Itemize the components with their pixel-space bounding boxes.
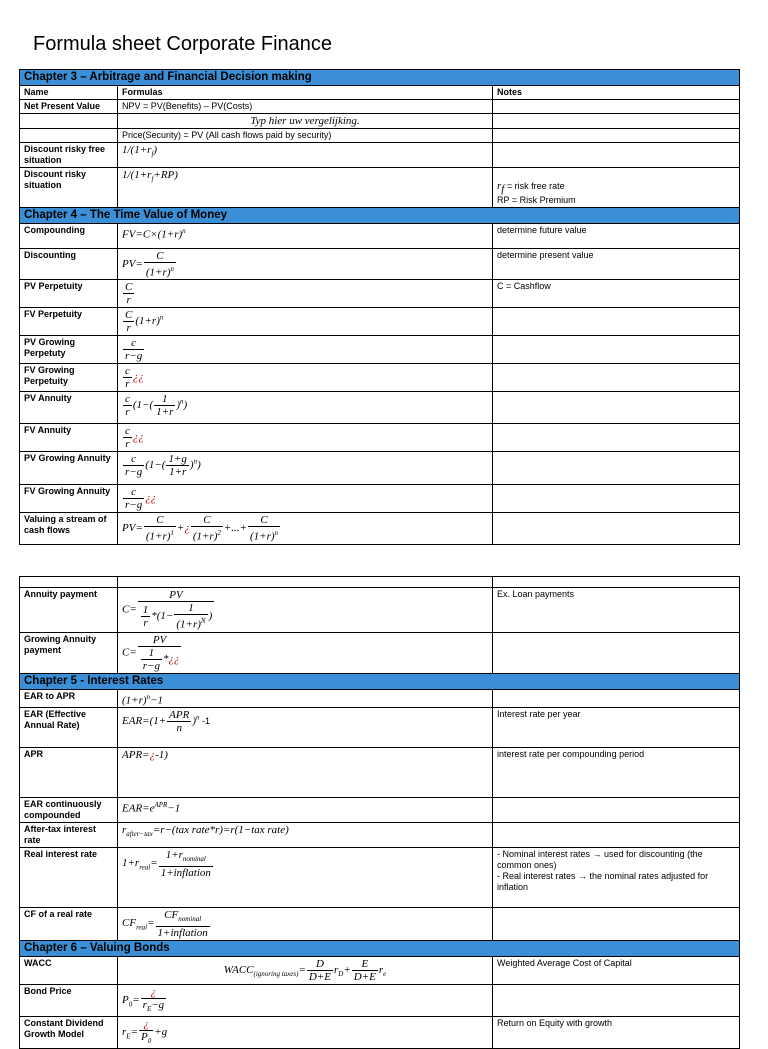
header-notes: Notes <box>493 86 740 100</box>
table-row <box>20 984 740 1016</box>
formula-fv-perpetuity: $\frac{C}{r}$ $(1+r)^n$ <box>118 308 493 336</box>
row-name <box>20 129 118 143</box>
row-name: Bond Price <box>20 984 118 1016</box>
chapter-5-title: Chapter 5 - Interest Rates <box>20 673 740 689</box>
row-notes <box>493 424 740 452</box>
table-row <box>20 336 740 364</box>
table-row <box>20 689 740 708</box>
equation-placeholder: Typ hier uw vergelijking. <box>118 114 493 129</box>
row-name: Net Present Value <box>20 100 118 114</box>
formula-fv-growing-annuity: $\frac{c}{r-g}$ ¿¿ <box>118 485 493 513</box>
row-notes <box>493 308 740 336</box>
chapter-3-header <box>20 70 740 86</box>
row-notes: interest rate per compounding period <box>493 748 740 798</box>
table-row <box>20 248 740 280</box>
row-notes <box>493 689 740 708</box>
row-formula <box>118 577 493 588</box>
formula-after-tax: $r_{after-tax}=r-(tax$ rate*r)=r(1−tax rate) <box>118 823 493 848</box>
formula-discounting: PV= $\frac{C}{(1+r)^n}$ <box>118 248 493 280</box>
row-formula: $1/(1+r_f)$ <box>118 143 493 168</box>
row-name: Discount risky situation <box>20 168 118 208</box>
row-notes <box>493 392 740 424</box>
table-row <box>20 632 740 673</box>
column-header-row <box>20 86 740 100</box>
row-name: PV Growing Annuity <box>20 452 118 485</box>
row-name: FV Perpetuity <box>20 308 118 336</box>
row-name: EAR to APR <box>20 689 118 708</box>
row-name: Growing Annuity payment <box>20 632 118 673</box>
row-name: PV Perpetuity <box>20 280 118 308</box>
formula-annuity-payment: C= PV $\frac{1}{r}$ *(1− $\frac{1}{(1+r)^N}$ ) <box>118 588 493 633</box>
row-name <box>20 114 118 129</box>
row-notes <box>493 632 740 673</box>
table-row <box>20 708 740 748</box>
table-row <box>20 848 740 908</box>
row-notes <box>493 364 740 392</box>
row-notes <box>493 129 740 143</box>
row-notes <box>493 577 740 588</box>
row-notes: Interest rate per year <box>493 708 740 748</box>
table-row <box>20 577 740 588</box>
row-notes <box>493 823 740 848</box>
table-row <box>20 392 740 424</box>
row-name: EAR continuously compounded <box>20 798 118 823</box>
row-formula: Price(Security) = PV (All cash flows paid by security) <box>118 129 493 143</box>
header-formulas: Formulas <box>118 86 493 100</box>
table-row <box>20 485 740 513</box>
row-name: Valuing a stream of cash flows <box>20 513 118 545</box>
row-notes: Ex. Loan payments <box>493 588 740 633</box>
table-row <box>20 956 740 984</box>
formula-real-rate: $1+r_{real}=$ $\frac{1+r_{nominal}}{\text{1+inflation}}$ <box>118 848 493 908</box>
row-notes <box>493 798 740 823</box>
row-notes: Weighted Average Cost of Capital <box>493 956 740 984</box>
row-name: FV Annuity <box>20 424 118 452</box>
table-row <box>20 143 740 168</box>
row-name: WACC <box>20 956 118 984</box>
table-row <box>20 798 740 823</box>
formula-pv-growing-perpetuity: $\frac{c}{r-g}$ <box>118 336 493 364</box>
formula-cdgm: $r_E=$ $\frac{¿}{P_0}$ +g <box>118 1016 493 1048</box>
row-name: Compounding <box>20 223 118 248</box>
row-notes <box>493 452 740 485</box>
formula-fv-growing-perpetuity: $\frac{c}{r}$ ¿¿ <box>118 364 493 392</box>
chapter-4-title: Chapter 4 – The Time Value of Money <box>20 207 740 223</box>
row-name: APR <box>20 748 118 798</box>
formula-ear-continuous: $EAR=e^{APR}-1$ <box>118 798 493 823</box>
formula-cf-real: $CF_{real}=$ $\frac{CF_{nominal}}{\text{1+inflation}}$ <box>118 908 493 940</box>
formula-ear: EAR=(1+ $\frac{\text{APR}}{n}$ )$^n$ -1 <box>118 708 493 748</box>
formula-growing-annuity-payment: C= PV $\frac{1}{r-g}$ *¿¿ <box>118 632 493 673</box>
row-notes <box>493 984 740 1016</box>
formula-pv-perpetuity: $\frac{C}{r}$ <box>118 280 493 308</box>
row-notes: C = Cashflow <box>493 280 740 308</box>
chapter-6-header <box>20 940 740 956</box>
table-row <box>20 114 740 129</box>
table-row <box>20 129 740 143</box>
row-formula: NPV = PV(Benefits) – PV(Costs) <box>118 100 493 114</box>
formula-apr: APR=¿-1) <box>118 748 493 798</box>
row-notes <box>493 114 740 129</box>
table-row <box>20 223 740 248</box>
table-row <box>20 100 740 114</box>
table-row <box>20 424 740 452</box>
page-title: Formula sheet Corporate Finance <box>33 33 333 55</box>
row-notes: $r_f$ = risk free rate RP = Risk Premium <box>493 168 740 208</box>
formula-wacc: $WACC_{(ignoring taxes)}=$ $\frac{D}{D+E}$ $r_D+$ $\frac{E}{D+E}$ $r_e$ <box>118 956 493 984</box>
table-row <box>20 908 740 940</box>
formula-pv-annuity: $\frac{c}{r}$ (1−( $\frac{1}{1+r}$ )$^n$) <box>118 392 493 424</box>
row-notes <box>493 143 740 168</box>
table-row <box>20 513 740 545</box>
formula-stream: PV= $\frac{C}{(1+r)^1}$ +¿ $\frac{C}{(1+r)^2}$ +...+ $\frac{C}{(1+r)^n}$ <box>118 513 493 545</box>
formula-compounding: $FV=C\times(1+r)^n$ <box>118 223 493 248</box>
table-row <box>20 748 740 798</box>
row-name: Discounting <box>20 248 118 280</box>
table-row <box>20 823 740 848</box>
row-notes: - Nominal interest rates → used for discounting (the common ones) - Real interest rates → the nominal rates adjusted for inflation <box>493 848 740 908</box>
row-name: FV Growing Perpetuity <box>20 364 118 392</box>
row-name: PV Growing Perpetuty <box>20 336 118 364</box>
table-row <box>20 588 740 633</box>
row-name <box>20 577 118 588</box>
row-formula: $1/(1+r_f+RP)$ <box>118 168 493 208</box>
table-row <box>20 168 740 208</box>
table-row <box>20 364 740 392</box>
formula-pv-growing-annuity: $\frac{c}{r-g}$ (1−( $\frac{1+g}{1+r}$ )$^n$) <box>118 452 493 485</box>
row-notes <box>493 908 740 940</box>
formula-table-2 <box>19 576 740 1049</box>
chapter-4-header <box>20 207 740 223</box>
formula-fv-annuity: $\frac{c}{r}$ ¿¿ <box>118 424 493 452</box>
chapter-5-header <box>20 673 740 689</box>
row-name: Real interest rate <box>20 848 118 908</box>
table-row <box>20 452 740 485</box>
row-name: PV Annuity <box>20 392 118 424</box>
row-notes <box>493 100 740 114</box>
chapter-3-title: Chapter 3 – Arbitrage and Financial Decision making <box>20 70 740 86</box>
row-notes: determine future value <box>493 223 740 248</box>
row-notes: determine present value <box>493 248 740 280</box>
row-name: Annuity payment <box>20 588 118 633</box>
row-name: CF of a real rate <box>20 908 118 940</box>
formula-bond-price: $P_0=$ $\frac{¿}{r_E-g}$ <box>118 984 493 1016</box>
formula-table-1 <box>19 69 740 545</box>
table-row <box>20 280 740 308</box>
row-name: EAR (Effective Annual Rate) <box>20 708 118 748</box>
header-name: Name <box>20 86 118 100</box>
row-notes: Return on Equity with growth <box>493 1016 740 1048</box>
formula-ear-to-apr: $(1+r)^n-1$ <box>118 689 493 708</box>
table-row <box>20 1016 740 1048</box>
row-notes <box>493 485 740 513</box>
table-row <box>20 308 740 336</box>
row-name: Discount risky free situation <box>20 143 118 168</box>
row-name: Constant Dividend Growth Model <box>20 1016 118 1048</box>
row-notes <box>493 513 740 545</box>
row-notes <box>493 336 740 364</box>
row-name: FV Growing Annuity <box>20 485 118 513</box>
chapter-6-title: Chapter 6 – Valuing Bonds <box>20 940 740 956</box>
row-name: After-tax interest rate <box>20 823 118 848</box>
